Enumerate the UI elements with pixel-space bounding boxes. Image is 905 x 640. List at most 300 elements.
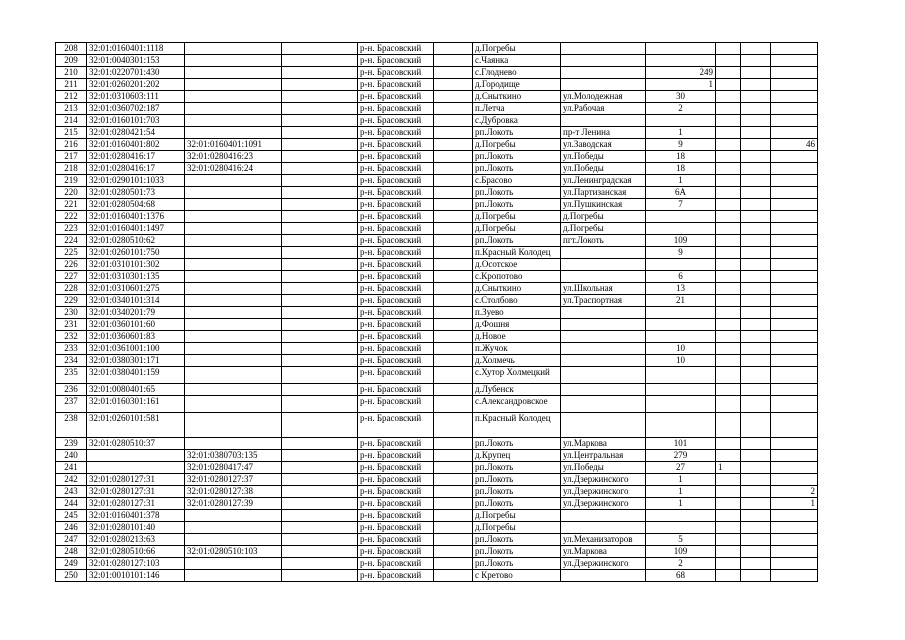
table-row [56, 187, 818, 199]
locality-cell: п.Летча [473, 103, 561, 115]
extra-flag-cell [716, 235, 741, 247]
empty-cell [741, 271, 771, 283]
extra-flag-cell [716, 103, 741, 115]
extra-number-cell: 1 [771, 498, 818, 510]
cadastral-number-cell: 32:01:0220701:430 [87, 67, 185, 79]
empty-cell [741, 79, 771, 91]
extra-flag-cell [716, 259, 741, 271]
street-cell: ул.Механизаторов [561, 534, 646, 546]
district-cell: р-н. Брасовский [358, 115, 434, 127]
empty-cell [741, 384, 771, 396]
empty-cell [282, 115, 358, 127]
table-row [56, 139, 818, 151]
extra-flag-cell [716, 355, 741, 367]
row-number-cell: 241 [56, 462, 87, 474]
empty-cell [282, 319, 358, 331]
empty-cell [434, 413, 473, 438]
related-cadastral-cell: 32:01:0380703:135 [185, 450, 282, 462]
empty-cell [434, 91, 473, 103]
street-cell [561, 55, 646, 67]
house-number-cell: 10 [646, 355, 716, 367]
empty-cell [434, 331, 473, 343]
locality-cell: рп.Локоть [473, 199, 561, 211]
extra-flag-cell [716, 91, 741, 103]
row-number-cell: 209 [56, 55, 87, 67]
empty-cell [434, 283, 473, 295]
cadastral-number-cell: 32:01:0280510:37 [87, 438, 185, 450]
extra-flag-cell [716, 283, 741, 295]
table-row [56, 163, 818, 175]
related-cadastral-cell [185, 271, 282, 283]
table-row [56, 384, 818, 396]
empty-cell [282, 367, 358, 384]
empty-cell [282, 570, 358, 582]
street-cell [561, 384, 646, 396]
row-number-cell: 246 [56, 522, 87, 534]
cadastral-number-cell: 32:01:0160301:161 [87, 396, 185, 413]
cadastral-number-cell: 32:01:0160401:378 [87, 510, 185, 522]
empty-cell [282, 91, 358, 103]
house-number-cell [646, 307, 716, 319]
district-cell: р-н. Брасовский [358, 510, 434, 522]
related-cadastral-cell: 32:01:0280127:38 [185, 486, 282, 498]
house-number-cell: 27 [646, 462, 716, 474]
row-number-cell: 234 [56, 355, 87, 367]
related-cadastral-cell [185, 295, 282, 307]
row-number-cell: 245 [56, 510, 87, 522]
row-number-cell: 211 [56, 79, 87, 91]
empty-cell [434, 103, 473, 115]
row-number-cell: 233 [56, 343, 87, 355]
empty-cell [434, 534, 473, 546]
cadastral-number-cell: 32:01:0280127:31 [87, 486, 185, 498]
empty-cell [282, 187, 358, 199]
empty-cell [741, 355, 771, 367]
district-cell: р-н. Брасовский [358, 558, 434, 570]
row-number-cell: 217 [56, 151, 87, 163]
row-number-cell: 222 [56, 211, 87, 223]
empty-cell [434, 259, 473, 271]
locality-cell: рп.Локоть [473, 127, 561, 139]
cadastral-number-cell: 32:01:0280127:31 [87, 474, 185, 486]
extra-flag-cell [716, 151, 741, 163]
extra-flag-cell [716, 570, 741, 582]
empty-cell [282, 67, 358, 79]
house-number-cell: 68 [646, 570, 716, 582]
street-cell [561, 271, 646, 283]
street-cell: ул.Дзержинского [561, 474, 646, 486]
empty-cell [282, 331, 358, 343]
house-number-cell [646, 259, 716, 271]
empty-cell [741, 558, 771, 570]
empty-cell [434, 271, 473, 283]
empty-cell [282, 558, 358, 570]
extra-flag-cell [716, 396, 741, 413]
empty-cell [282, 546, 358, 558]
cadastral-number-cell: 32:01:0361001:100 [87, 343, 185, 355]
house-number-cell [646, 510, 716, 522]
extra-number-cell [771, 271, 818, 283]
empty-cell [282, 55, 358, 67]
empty-cell [741, 103, 771, 115]
table-row [56, 510, 818, 522]
district-cell: р-н. Брасовский [358, 546, 434, 558]
row-number-cell: 212 [56, 91, 87, 103]
extra-number-cell [771, 115, 818, 127]
empty-cell [434, 139, 473, 151]
related-cadastral-cell [185, 384, 282, 396]
house-number-cell: 1 [646, 79, 716, 91]
locality-cell: п.Зуево [473, 307, 561, 319]
empty-cell [434, 187, 473, 199]
empty-cell [282, 79, 358, 91]
locality-cell: д.Фошня [473, 319, 561, 331]
street-cell: ул.Траспортная [561, 295, 646, 307]
empty-cell [741, 223, 771, 235]
related-cadastral-cell [185, 175, 282, 187]
street-cell: ул.Рабочая [561, 103, 646, 115]
extra-number-cell [771, 367, 818, 384]
locality-cell: д.Крупец [473, 450, 561, 462]
street-cell [561, 307, 646, 319]
row-number-cell: 232 [56, 331, 87, 343]
cadastral-number-cell: 32:01:0260101:750 [87, 247, 185, 259]
row-number-cell: 218 [56, 163, 87, 175]
extra-number-cell [771, 510, 818, 522]
empty-cell [434, 522, 473, 534]
extra-flag-cell [716, 295, 741, 307]
house-number-cell: 1 [646, 498, 716, 510]
house-number-cell: 5 [646, 534, 716, 546]
cadastral-number-cell: 32:01:0290101:1033 [87, 175, 185, 187]
cadastral-number-cell [87, 462, 185, 474]
related-cadastral-cell [185, 223, 282, 235]
street-cell [561, 413, 646, 438]
cadastral-number-cell: 32:01:0340101:314 [87, 295, 185, 307]
extra-number-cell [771, 283, 818, 295]
cadastral-number-cell: 32:01:0280101:40 [87, 522, 185, 534]
table-row [56, 55, 818, 67]
extra-flag-cell [716, 558, 741, 570]
empty-cell [741, 91, 771, 103]
extra-number-cell [771, 247, 818, 259]
cadastral-number-cell: 32:01:0160401:1118 [87, 43, 185, 55]
locality-cell: с.Брасово [473, 175, 561, 187]
table-row [56, 355, 818, 367]
empty-cell [434, 151, 473, 163]
house-number-cell: 7 [646, 199, 716, 211]
empty-cell [434, 438, 473, 450]
house-number-cell: 21 [646, 295, 716, 307]
cadastral-number-cell: 32:01:0280127:31 [87, 498, 185, 510]
row-number-cell: 242 [56, 474, 87, 486]
empty-cell [434, 510, 473, 522]
empty-cell [434, 295, 473, 307]
empty-cell [741, 115, 771, 127]
table-row [56, 307, 818, 319]
district-cell: р-н. Брасовский [358, 295, 434, 307]
related-cadastral-cell: 32:01:0160401:1091 [185, 139, 282, 151]
cadastral-number-cell: 32:01:0280510:66 [87, 546, 185, 558]
extra-flag-cell [716, 247, 741, 259]
extra-number-cell [771, 295, 818, 307]
locality-cell: д.Сныткино [473, 283, 561, 295]
related-cadastral-cell [185, 79, 282, 91]
locality-cell: д.Погребы [473, 522, 561, 534]
related-cadastral-cell: 32:01:0280416:23 [185, 151, 282, 163]
empty-cell [434, 55, 473, 67]
row-number-cell: 243 [56, 486, 87, 498]
row-number-cell: 249 [56, 558, 87, 570]
cadastral-number-cell: 32:01:0310601:275 [87, 283, 185, 295]
extra-number-cell [771, 103, 818, 115]
related-cadastral-cell [185, 67, 282, 79]
related-cadastral-cell [185, 211, 282, 223]
table-row [56, 331, 818, 343]
street-cell: ул.Пушкинская [561, 199, 646, 211]
street-cell [561, 319, 646, 331]
street-cell [561, 247, 646, 259]
related-cadastral-cell [185, 91, 282, 103]
locality-cell: с Кретово [473, 570, 561, 582]
empty-cell [434, 247, 473, 259]
district-cell: р-н. Брасовский [358, 438, 434, 450]
locality-cell: рп.Локоть [473, 534, 561, 546]
street-cell [561, 67, 646, 79]
empty-cell [741, 546, 771, 558]
extra-number-cell [771, 396, 818, 413]
related-cadastral-cell [185, 259, 282, 271]
extra-number-cell [771, 384, 818, 396]
row-number-cell: 244 [56, 498, 87, 510]
row-number-cell: 208 [56, 43, 87, 55]
street-cell: ул.Молодежная [561, 91, 646, 103]
empty-cell [741, 522, 771, 534]
cadastral-number-cell: 32:01:0360101:60 [87, 319, 185, 331]
related-cadastral-cell [185, 438, 282, 450]
row-number-cell: 235 [56, 367, 87, 384]
house-number-cell: 10 [646, 343, 716, 355]
row-number-cell: 210 [56, 67, 87, 79]
extra-flag-cell [716, 384, 741, 396]
cadastral-number-cell: 32:01:0310301:135 [87, 271, 185, 283]
table-row [56, 438, 818, 450]
house-number-cell: 9 [646, 139, 716, 151]
house-number-cell [646, 211, 716, 223]
empty-cell [741, 498, 771, 510]
table-row [56, 522, 818, 534]
related-cadastral-cell [185, 413, 282, 438]
house-number-cell [646, 115, 716, 127]
extra-number-cell [771, 67, 818, 79]
row-number-cell: 221 [56, 199, 87, 211]
table-row [56, 462, 818, 474]
row-number-cell: 213 [56, 103, 87, 115]
extra-flag-cell [716, 187, 741, 199]
table-row [56, 211, 818, 223]
district-cell: р-н. Брасовский [358, 498, 434, 510]
cadastral-number-cell: 32:01:0260201:202 [87, 79, 185, 91]
house-number-cell: 9 [646, 247, 716, 259]
extra-number-cell [771, 175, 818, 187]
house-number-cell [646, 413, 716, 438]
related-cadastral-cell [185, 307, 282, 319]
extra-number-cell [771, 259, 818, 271]
empty-cell [434, 343, 473, 355]
locality-cell: рп.Локоть [473, 438, 561, 450]
table-row [56, 223, 818, 235]
empty-cell [741, 474, 771, 486]
empty-cell [282, 43, 358, 55]
cadastral-number-cell: 32:01:0280421:54 [87, 127, 185, 139]
cadastral-number-cell: 32:01:0160101:703 [87, 115, 185, 127]
empty-cell [282, 103, 358, 115]
locality-cell: рп.Локоть [473, 558, 561, 570]
row-number-cell: 215 [56, 127, 87, 139]
district-cell: р-н. Брасовский [358, 570, 434, 582]
related-cadastral-cell: 32:01:0280510:103 [185, 546, 282, 558]
district-cell: р-н. Брасовский [358, 331, 434, 343]
extra-flag-cell [716, 199, 741, 211]
street-cell [561, 367, 646, 384]
district-cell: р-н. Брасовский [358, 235, 434, 247]
table-row [56, 486, 818, 498]
street-cell [561, 331, 646, 343]
empty-cell [282, 498, 358, 510]
district-cell: р-н. Брасовский [358, 211, 434, 223]
house-number-cell [646, 522, 716, 534]
locality-cell: с.Дубровка [473, 115, 561, 127]
related-cadastral-cell: 32:01:0280127:37 [185, 474, 282, 486]
cadastral-number-cell: 32:01:0080401:65 [87, 384, 185, 396]
row-number-cell: 214 [56, 115, 87, 127]
empty-cell [434, 211, 473, 223]
row-number-cell: 230 [56, 307, 87, 319]
locality-cell: д.Погребы [473, 510, 561, 522]
empty-cell [434, 396, 473, 413]
related-cadastral-cell [185, 127, 282, 139]
extra-number-cell [771, 546, 818, 558]
district-cell: р-н. Брасовский [358, 319, 434, 331]
extra-number-cell [771, 43, 818, 55]
empty-cell [741, 413, 771, 438]
empty-cell [741, 163, 771, 175]
district-cell: р-н. Брасовский [358, 486, 434, 498]
table-row [56, 283, 818, 295]
house-number-cell: 18 [646, 163, 716, 175]
related-cadastral-cell [185, 558, 282, 570]
extra-flag-cell [716, 343, 741, 355]
district-cell: р-н. Брасовский [358, 355, 434, 367]
street-cell: ул.Дзержинского [561, 486, 646, 498]
empty-cell [282, 199, 358, 211]
extra-number-cell [771, 199, 818, 211]
empty-cell [282, 413, 358, 438]
empty-cell [282, 384, 358, 396]
table-row [56, 319, 818, 331]
extra-flag-cell [716, 438, 741, 450]
house-number-cell [646, 223, 716, 235]
house-number-cell: 101 [646, 438, 716, 450]
district-cell: р-н. Брасовский [358, 103, 434, 115]
extra-number-cell [771, 534, 818, 546]
street-cell: ул.Ленинградская [561, 175, 646, 187]
extra-flag-cell [716, 271, 741, 283]
house-number-cell: 6А [646, 187, 716, 199]
cadastral-number-cell: 32:01:0010101:146 [87, 570, 185, 582]
table-row [56, 343, 818, 355]
extra-number-cell [771, 331, 818, 343]
cadastral-number-cell [87, 450, 185, 462]
related-cadastral-cell: 32:01:0280416:24 [185, 163, 282, 175]
house-number-cell [646, 55, 716, 67]
extra-flag-cell [716, 413, 741, 438]
district-cell: р-н. Брасовский [358, 343, 434, 355]
land-plots-table [55, 42, 818, 582]
extra-flag-cell [716, 510, 741, 522]
empty-cell [741, 307, 771, 319]
extra-flag-cell [716, 319, 741, 331]
empty-cell [282, 247, 358, 259]
district-cell: р-н. Брасовский [358, 283, 434, 295]
empty-cell [741, 211, 771, 223]
house-number-cell: 6 [646, 271, 716, 283]
house-number-cell [646, 43, 716, 55]
empty-cell [434, 319, 473, 331]
extra-flag-cell [716, 175, 741, 187]
empty-cell [741, 283, 771, 295]
extra-flag-cell [716, 498, 741, 510]
locality-cell: д.Городище [473, 79, 561, 91]
house-number-cell: 1 [646, 474, 716, 486]
table-row [56, 546, 818, 558]
empty-cell [434, 79, 473, 91]
house-number-cell [646, 384, 716, 396]
district-cell: р-н. Брасовский [358, 139, 434, 151]
cadastral-number-cell: 32:01:0280127:103 [87, 558, 185, 570]
locality-cell: с.Александровское [473, 396, 561, 413]
locality-cell: п.Красный Колодец [473, 247, 561, 259]
empty-cell [282, 271, 358, 283]
extra-flag-cell [716, 534, 741, 546]
table-row [56, 450, 818, 462]
district-cell: р-н. Брасовский [358, 127, 434, 139]
row-number-cell: 248 [56, 546, 87, 558]
district-cell: р-н. Брасовский [358, 79, 434, 91]
table-row [56, 79, 818, 91]
empty-cell [434, 115, 473, 127]
extra-number-cell [771, 211, 818, 223]
street-cell: д.Погребы [561, 211, 646, 223]
related-cadastral-cell [185, 43, 282, 55]
street-cell [561, 79, 646, 91]
street-cell [561, 396, 646, 413]
district-cell: р-н. Брасовский [358, 367, 434, 384]
row-number-cell: 216 [56, 139, 87, 151]
row-number-cell: 224 [56, 235, 87, 247]
extra-flag-cell [716, 331, 741, 343]
extra-flag-cell [716, 163, 741, 175]
house-number-cell [646, 331, 716, 343]
empty-cell [434, 355, 473, 367]
extra-number-cell [771, 355, 818, 367]
related-cadastral-cell [185, 115, 282, 127]
empty-cell [282, 139, 358, 151]
table-row [56, 91, 818, 103]
house-number-cell [646, 396, 716, 413]
empty-cell [434, 486, 473, 498]
table-row [56, 396, 818, 413]
